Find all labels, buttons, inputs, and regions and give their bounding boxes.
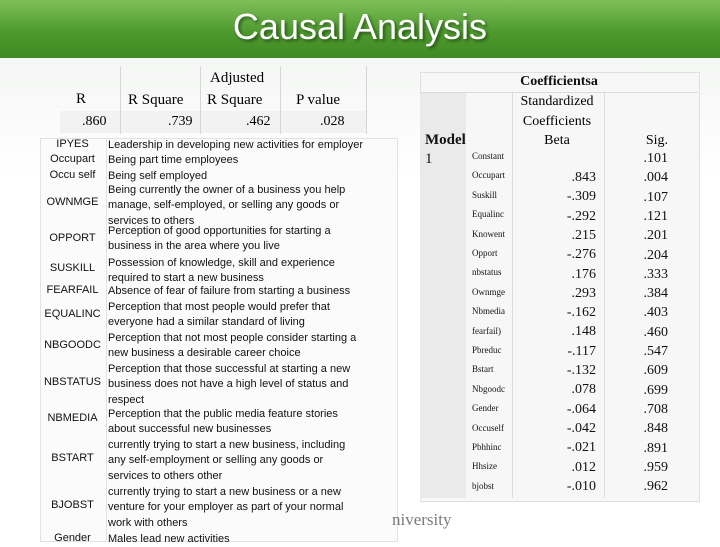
- coef-beta-value: .078: [571, 382, 596, 398]
- variable-name: OWNMGE: [46, 196, 99, 208]
- coef-beta-value: .148: [571, 324, 596, 340]
- variable-name: NBSTATUS: [43, 376, 102, 388]
- variable-name: NBGOODC: [44, 339, 101, 351]
- coef-variable-name: Gender: [472, 403, 499, 414]
- page-title: Causal Analysis: [232, 6, 488, 47]
- variable-name: Gender: [54, 532, 91, 544]
- coef-sig-value: .403: [643, 305, 668, 321]
- coef-beta-value: -.162: [566, 305, 596, 321]
- variable-description: Being self employed: [108, 170, 208, 182]
- coef-sig-value: .891: [643, 440, 668, 456]
- variable-name: Occu self: [49, 169, 96, 181]
- variable-name: BSTART: [51, 452, 94, 464]
- variable-column-divider: [106, 138, 107, 540]
- coef-beta-value: .215: [571, 227, 596, 243]
- coef-beta-value: -.042: [566, 420, 596, 436]
- variable-description: Males lead new activities: [108, 533, 230, 545]
- coef-beta-value: .012: [571, 459, 596, 475]
- coef-variable-name: Opport: [472, 248, 498, 258]
- summary-divider: [120, 66, 121, 134]
- coef-variable-name: Nbgoodc: [472, 383, 505, 394]
- variable-name: OPPORT: [49, 232, 96, 244]
- coef-variable-name: Occupart: [472, 170, 505, 181]
- coef-beta-value: -.292: [566, 208, 596, 224]
- summary-header-adjusted: Adjusted: [210, 70, 265, 86]
- coef-variable-name: Hhsize: [472, 461, 497, 472]
- coef-sig-value: .959: [643, 459, 668, 475]
- coef-beta-value: -.117: [567, 343, 596, 359]
- variable-description: Possession of knowledge, skill and experience required to start a new business: [108, 257, 335, 285]
- coef-header-beta: Beta: [544, 133, 570, 148]
- variable-description: Perception of good opportunities for starting a business in the area where you live: [108, 225, 331, 253]
- coef-divider: [420, 92, 698, 93]
- summary-value-r: .860: [82, 114, 107, 129]
- coef-sig-value: .708: [643, 401, 668, 417]
- coef-sig-value: .107: [643, 189, 668, 205]
- coef-beta-value: -.021: [566, 440, 596, 456]
- variable-name: FEARFAIL: [46, 284, 99, 296]
- coef-variable-name: Constant: [472, 151, 505, 161]
- coef-model-number: 1: [425, 151, 433, 167]
- variable-description: Being part time employees: [108, 154, 239, 166]
- summary-divider: [200, 66, 201, 134]
- coef-sig-value: .848: [643, 421, 668, 437]
- coef-variable-name: Pbreduc: [472, 345, 502, 355]
- coef-sig-value: .962: [643, 479, 668, 495]
- coef-header-coefficients: Coefficients: [522, 114, 592, 129]
- coef-sig-value: .004: [643, 170, 668, 186]
- coef-variable-name: Knowent: [472, 228, 505, 239]
- variable-name: IPYES: [56, 138, 89, 150]
- coef-sig-value: .460: [643, 324, 668, 340]
- coef-variable-name: Suskill: [472, 189, 498, 200]
- coef-beta-value: -.010: [566, 478, 596, 494]
- summary-divider: [366, 66, 367, 134]
- coef-sig-value: .547: [643, 344, 668, 359]
- coef-sig-value: .201: [643, 228, 668, 244]
- summary-header-r-square: R Square: [128, 92, 184, 108]
- coef-beta-value: -.309: [566, 189, 596, 205]
- coef-divider: [512, 92, 513, 498]
- variable-description: currently trying to start a new business or a new venture for your employer as part of your normal work with others: [108, 486, 344, 529]
- variable-name: Occupart: [50, 153, 95, 165]
- summary-header-r: R: [76, 91, 87, 107]
- coef-beta-value: .843: [571, 170, 596, 185]
- variable-description: Absence of fear of failure from starting a business: [108, 285, 351, 297]
- summary-header-adjusted-r-square: R Square: [207, 92, 263, 108]
- coef-variable-name: Nbmedia: [472, 306, 505, 317]
- coef-sig-value: .384: [643, 286, 668, 302]
- coef-variable-name: Bstart: [472, 364, 494, 375]
- coef-beta-value: -.276: [566, 247, 596, 263]
- coef-sig-value: .204: [643, 247, 668, 263]
- variable-description: Perception that those successful at starting a new business does not have a high level of status and respect: [108, 363, 351, 406]
- university-watermark: niversity: [392, 510, 452, 529]
- summary-value-adjusted: .462: [246, 114, 271, 129]
- coef-header-standardized: Standardized: [520, 94, 594, 109]
- variable-name: SUSKILL: [49, 262, 96, 274]
- coef-divider: [604, 92, 605, 498]
- coef-beta-value: -.132: [566, 363, 596, 378]
- coef-variable-name: bjobst: [472, 480, 495, 491]
- coef-header-model: Model: [425, 132, 466, 148]
- coef-sig-value: .121: [643, 208, 668, 224]
- coef-sig-value: .609: [643, 363, 668, 379]
- coef-sig-value: .101: [643, 151, 668, 166]
- coef-sig-value: .699: [643, 382, 668, 398]
- variable-description: Perception that most people would prefer that everyone had a similar standard of living: [108, 301, 330, 329]
- coef-header-sig: Sig.: [645, 133, 668, 148]
- variable-description: Perception that the public media feature stories about successful new businesses: [108, 408, 338, 436]
- coef-variable-name: Ownmge: [472, 286, 505, 297]
- coef-variable-name: Occuself: [472, 422, 504, 433]
- coef-variable-name: Equalinc: [472, 209, 504, 220]
- variable-name: BJOBST: [51, 499, 94, 511]
- coef-beta-value: -.064: [566, 401, 596, 417]
- variable-name: EQUALINC: [44, 308, 101, 320]
- coef-beta-value: .176: [571, 266, 596, 282]
- coef-sig-value: .333: [643, 266, 668, 282]
- coef-variable-name: Pbhhinc: [472, 442, 502, 452]
- coefficients-title: Coefficientsa: [520, 74, 598, 89]
- variable-description: currently trying to start a new business, including any self-employment or selling any goods or services to others other: [108, 439, 346, 482]
- coef-variable-name: fearfail): [472, 325, 501, 336]
- coef-beta-value: .293: [571, 285, 596, 301]
- variable-description: Being currently the owner of a business you help manage, self-employed, or selling any goods or services to others: [108, 184, 346, 227]
- coef-variable-name: nbstatus: [472, 267, 502, 278]
- summary-divider: [280, 66, 281, 134]
- variable-description: Perception that not most people consider starting a new business a desirable career choice: [108, 332, 357, 360]
- summary-value-p-value: .028: [320, 114, 345, 129]
- summary-value-r-square: .739: [168, 114, 193, 129]
- summary-header-p-value: P value: [296, 92, 341, 108]
- variable-description: Leadership in developing new activities for employer: [108, 139, 363, 151]
- variable-name: NBMEDIA: [47, 412, 98, 424]
